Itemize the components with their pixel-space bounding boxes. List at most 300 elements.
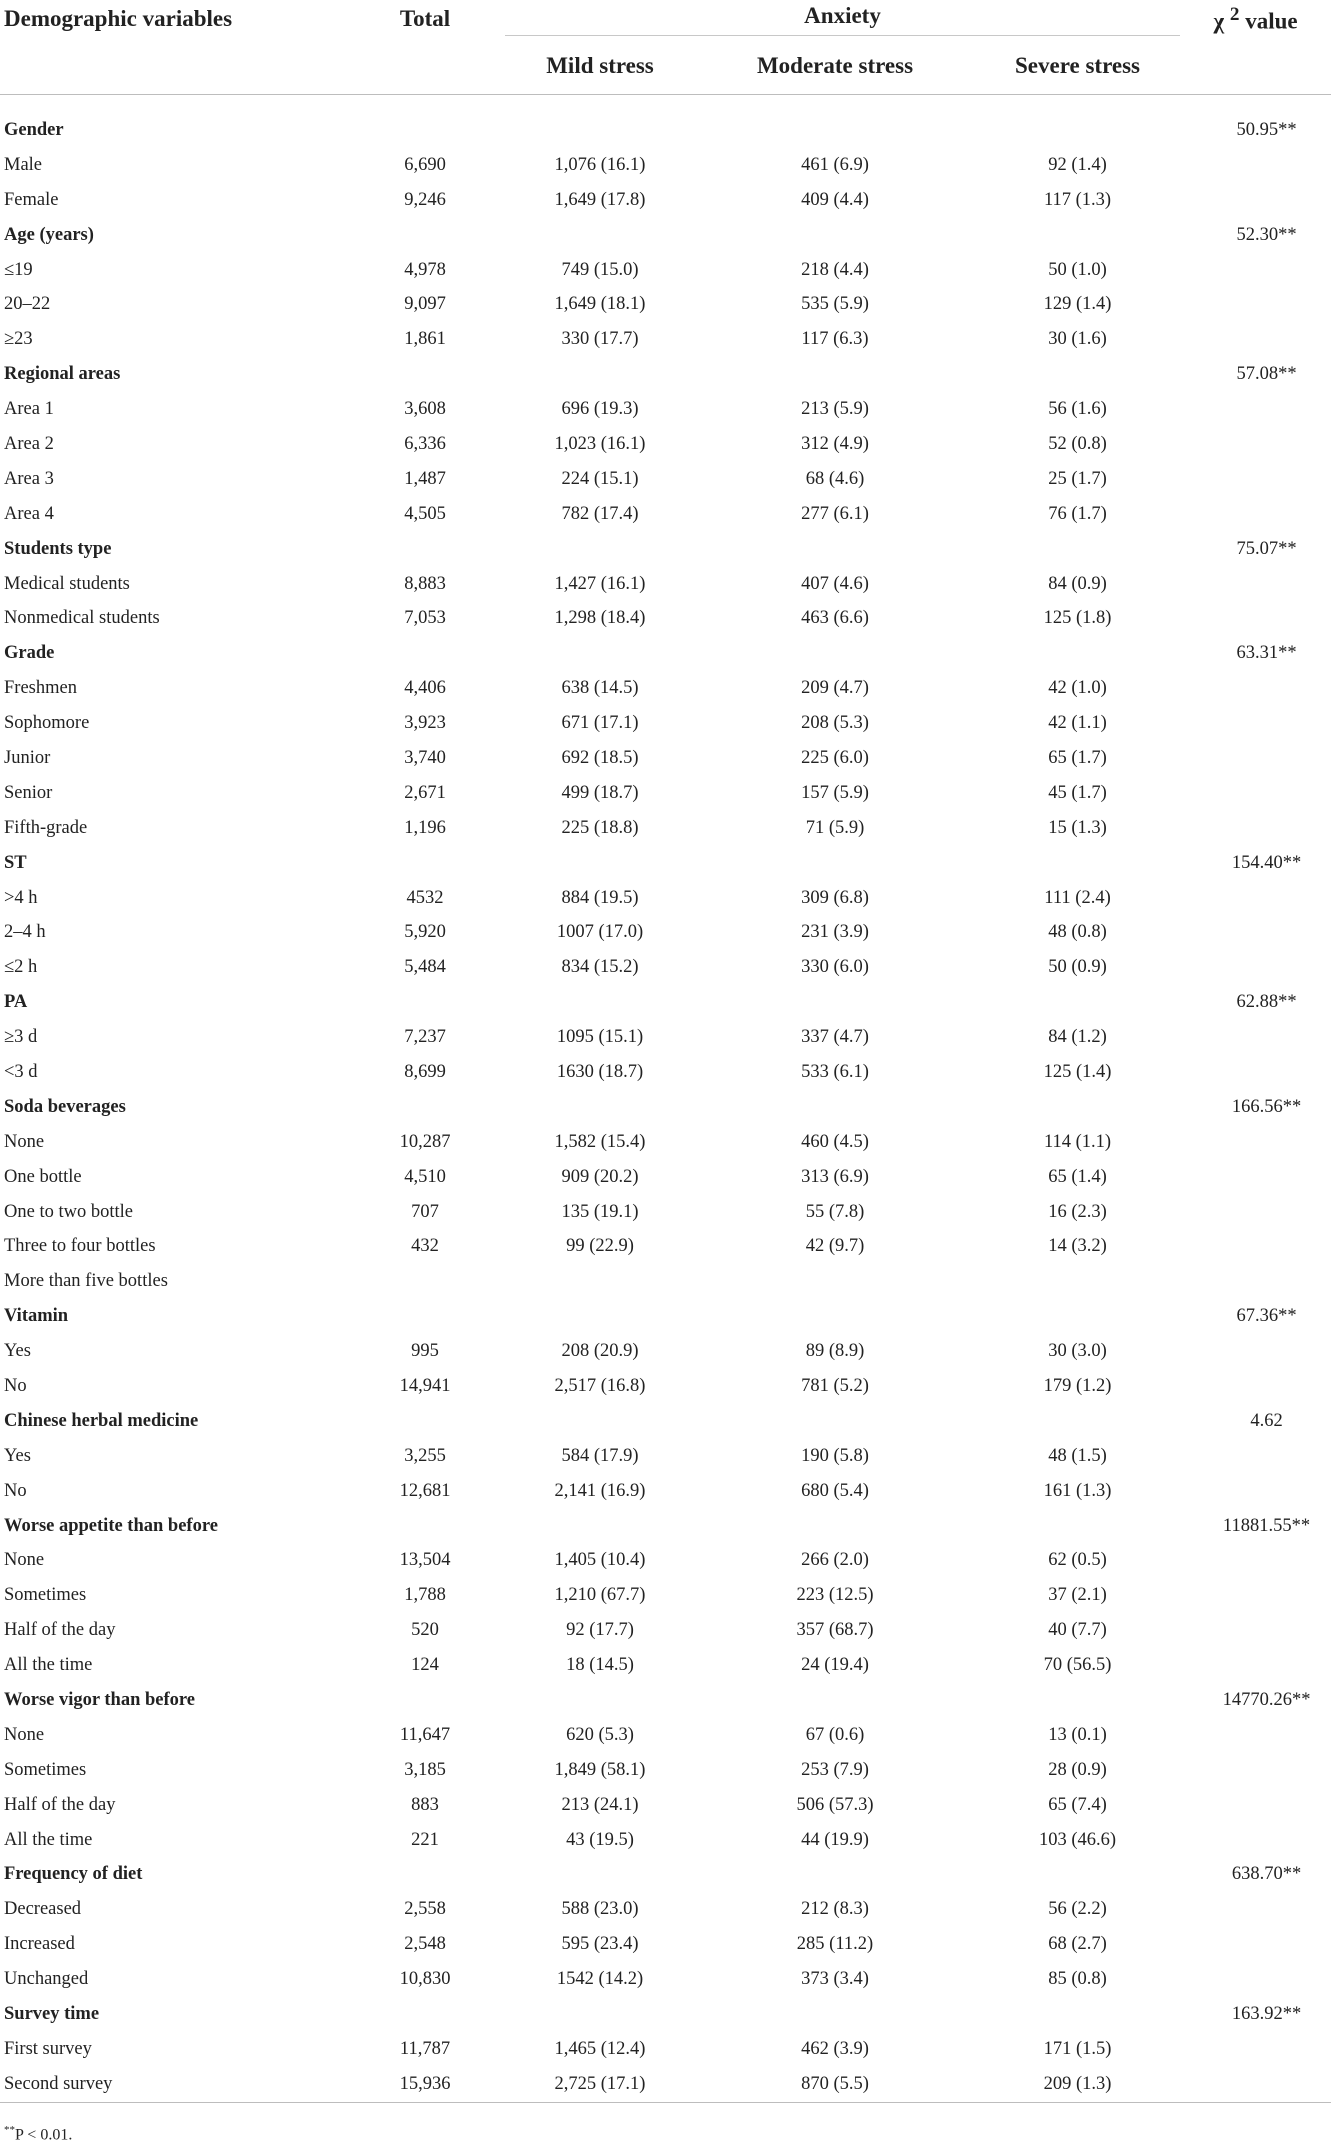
mild-cell: 1,210 (67.7) [554,1585,646,1606]
severe-cell: 117 (1.3) [1043,189,1112,210]
severe-cell: 56 (1.6) [1048,399,1107,420]
chi-value: 638.70** [1231,1864,1302,1885]
moderate-cell: 407 (4.6) [801,573,869,594]
moderate-cell: 277 (6.1) [801,503,869,524]
severe-cell: 179 (1.2) [1043,1376,1112,1396]
moderate-cell: 409 (4.4) [801,189,869,210]
table-row [0,183,1331,218]
moderate-cell: 313 (6.9) [801,1166,869,1187]
group-row [0,218,1331,253]
table-body [0,95,1331,2103]
moderate-cell: 67 (0.6) [805,1724,865,1745]
moderate-cell: 462 (3.9) [801,2038,869,2059]
moderate-cell: 55 (7.8) [805,1201,865,1222]
header-total: Total [399,6,451,31]
severe-cell: 65 (7.4) [1048,1794,1107,1815]
row-label: Yes [4,1341,31,1362]
table-row [0,1927,1331,1962]
row-label: One bottle [4,1166,82,1187]
mild-cell: 1,465 (12.4) [554,2038,646,2059]
mild-cell: 1542 (14.2) [556,1969,644,1990]
mild-cell: 595 (23.4) [561,1934,639,1955]
moderate-cell: 218 (4.4) [801,259,869,280]
header-severe: Severe stress [975,38,1180,95]
severe-cell [975,218,1180,253]
moderate-cell: 42 (9.7) [805,1236,865,1257]
chi-value [1180,392,1331,427]
mild-cell: 43 (19.5) [566,1829,634,1850]
table-row [0,811,1331,846]
moderate-cell: 506 (57.3) [796,1794,874,1815]
total-cell [345,985,505,1020]
chi-value [1180,1125,1331,1160]
mild-cell [505,1299,695,1334]
mild-cell: 1,405 (10.4) [554,1550,646,1571]
row-label: Unchanged [4,1969,89,1990]
mild-cell [505,113,695,148]
spacer-row [0,95,1331,114]
severe-cell [975,1997,1180,2032]
table-row [0,1648,1331,1683]
table-row [0,1160,1331,1195]
mild-cell [505,1997,695,2032]
severe-cell: 92 (1.4) [1048,154,1107,175]
mild-cell [505,1509,695,1544]
severe-cell: 65 (1.4) [1048,1166,1107,1187]
group-row [0,1090,1331,1125]
row-label: Medical students [4,573,130,594]
table-row [0,1369,1331,1404]
row-label: More than five bottles [4,1271,168,1292]
table-row [0,1334,1331,1369]
row-label: Area 2 [4,433,54,454]
table-row [0,148,1331,183]
moderate-cell: 71 (5.9) [805,817,865,838]
table-row [0,706,1331,741]
total-cell: 6,690 [404,154,446,175]
severe-cell: 68 (2.7) [1048,1934,1107,1955]
moderate-cell: 533 (6.1) [801,1061,869,1082]
severe-cell: 85 (0.8) [1048,1969,1107,1990]
total-cell: 7,053 [404,608,446,629]
severe-cell: 84 (0.9) [1048,573,1107,594]
chi-value [1180,741,1331,776]
table-row [0,1474,1331,1509]
moderate-cell: 225 (6.0) [801,747,869,768]
total-cell: 1,788 [404,1585,446,1606]
mild-cell: 330 (17.7) [561,329,639,350]
chi-value [1180,671,1331,706]
chi-value [1180,601,1331,636]
header-mild: Mild stress [505,38,695,95]
moderate-cell [695,1509,975,1544]
row-label: Nonmedical students [4,608,160,629]
table-row [0,253,1331,288]
row-label: Decreased [4,1899,82,1920]
severe-cell: 114 (1.1) [1043,1131,1112,1152]
table-row [0,567,1331,602]
mild-cell: 884 (19.5) [561,887,639,908]
row-label: Junior [4,747,51,768]
severe-cell: 48 (0.8) [1048,922,1107,943]
group-row [0,1683,1331,1718]
mild-cell [505,985,695,1020]
table-row [0,1578,1331,1613]
group-row [0,636,1331,671]
total-cell: 520 [411,1620,439,1641]
severe-cell: 15 (1.3) [1048,817,1107,838]
severe-cell: 30 (3.0) [1048,1341,1107,1362]
table-row [0,1055,1331,1090]
mild-cell: 135 (19.1) [561,1201,639,1222]
severe-cell [975,1299,1180,1334]
header-anxiety [505,0,1180,38]
row-label: >4 h [4,887,38,908]
total-cell: 5,484 [404,957,446,978]
chi-value [1180,497,1331,532]
moderate-cell: 212 (8.3) [801,1899,869,1920]
chi-value [1180,1369,1331,1404]
moderate-cell: 309 (6.8) [801,887,869,908]
header-blank [1180,38,1331,95]
moderate-cell: 461 (6.9) [801,154,869,175]
table-row [0,881,1331,916]
total-cell: 883 [411,1794,439,1815]
header-variable: Demographic variables [4,6,233,31]
severe-cell: 76 (1.7) [1048,503,1107,524]
moderate-cell: 208 (5.3) [801,713,869,734]
chi-value [1180,1195,1331,1230]
mild-cell [505,1264,695,1299]
row-label: Senior [4,782,53,803]
severe-cell: 62 (0.5) [1048,1550,1107,1571]
group-row [0,113,1331,148]
severe-cell [975,1090,1180,1125]
mild-cell: 2,141 (16.9) [554,1480,646,1501]
table-row [0,1195,1331,1230]
row-label: ≥3 d [4,1027,38,1048]
chi-value [1180,811,1331,846]
group-row [0,1509,1331,1544]
mild-cell: 588 (23.0) [561,1899,639,1920]
row-label: Sometimes [4,1585,87,1606]
chi-value [1180,183,1331,218]
total-cell: 4,510 [404,1166,446,1187]
group-row [0,846,1331,881]
mild-cell: 1,427 (16.1) [554,573,646,594]
total-cell: 9,246 [404,189,446,210]
row-label: Soda beverages [4,1096,126,1117]
header-moderate: Moderate stress [695,38,975,95]
chi-value: 63.31** [1236,643,1297,664]
mild-cell: 92 (17.7) [566,1620,634,1641]
table-row [0,741,1331,776]
mild-cell [505,1090,695,1125]
moderate-cell [695,1997,975,2032]
total-cell [345,532,505,567]
chi-value [1180,1160,1331,1195]
severe-cell: 65 (1.7) [1048,747,1107,768]
moderate-cell: 266 (2.0) [801,1550,869,1571]
moderate-cell: 223 (12.5) [796,1585,874,1606]
severe-cell: 70 (56.5) [1043,1655,1112,1676]
mild-cell: 671 (17.1) [561,713,639,734]
total-cell [345,1404,505,1439]
chi-value [1180,567,1331,602]
group-row [0,1858,1331,1893]
severe-cell: 16 (2.3) [1048,1201,1107,1222]
chi-value [1180,776,1331,811]
moderate-cell [695,113,975,148]
total-cell: 124 [411,1655,439,1676]
total-cell: 4,505 [404,503,446,524]
severe-cell [975,1404,1180,1439]
total-cell: 4,978 [404,259,446,280]
mild-cell: 2,725 (17.1) [505,2067,695,2102]
table-row [0,1892,1331,1927]
row-label: All the time [4,1829,93,1850]
chi-value [1180,2032,1331,2067]
table-row [0,392,1331,427]
severe-cell [975,532,1180,567]
total-cell [345,1299,505,1334]
moderate-cell: 463 (6.6) [801,608,869,629]
row-label: Sophomore [4,713,90,734]
row-label: Survey time [4,2004,100,2025]
total-cell: 1,487 [404,468,446,489]
total-cell: 6,336 [404,433,446,454]
mild-cell: 213 (24.1) [561,1794,639,1815]
total-cell [345,1090,505,1125]
severe-cell: 171 (1.5) [1043,2038,1112,2059]
chi-value: 75.07** [1236,538,1297,559]
chi-value: 11881.55** [1222,1515,1311,1536]
table-row [0,1439,1331,1474]
total-cell: 707 [411,1201,439,1222]
group-row [0,532,1331,567]
total-cell: 3,608 [404,399,446,420]
mild-cell: 2,517 (16.8) [554,1376,646,1396]
chi-value [1180,1648,1331,1683]
severe-cell: 14 (3.2) [1048,1236,1107,1257]
moderate-cell: 157 (5.9) [801,782,869,803]
table-row [0,1020,1331,1055]
row-label: Chinese herbal medicine [4,1410,199,1431]
mild-cell: 638 (14.5) [561,678,639,699]
moderate-cell: 330 (6.0) [801,957,869,978]
moderate-cell [695,218,975,253]
severe-cell [975,357,1180,392]
moderate-cell: 460 (4.5) [801,1131,869,1152]
moderate-cell: 285 (11.2) [796,1934,874,1955]
chi-power: 2 [1229,3,1240,25]
table-row [0,1753,1331,1788]
chi-value: 166.56** [1231,1096,1302,1117]
severe-cell [975,113,1180,148]
row-label: Vitamin [4,1306,69,1327]
mild-cell: 584 (17.9) [561,1445,639,1466]
moderate-cell [695,1404,975,1439]
row-label: Three to four bottles [4,1236,156,1257]
table-row [0,950,1331,985]
footnote [4,2124,72,2144]
row-label: No [4,1376,27,1396]
total-cell: 2,671 [404,782,446,803]
row-label: First survey [4,2038,92,2059]
total-cell [345,1509,505,1544]
chi-value [1180,1892,1331,1927]
chi-value [1180,1474,1331,1509]
severe-cell: 103 (46.6) [1038,1829,1117,1850]
severe-cell: 48 (1.5) [1048,1445,1107,1466]
chi-symbol: χ [1213,8,1225,34]
mild-cell: 208 (20.9) [561,1341,639,1362]
mild-cell: 696 (19.3) [561,399,639,420]
table-row [0,287,1331,322]
chi-value [1180,1264,1331,1299]
row-label: Worse vigor than before [4,1690,195,1711]
chi-value [1180,950,1331,985]
row-label: None [4,1550,45,1571]
group-row [0,357,1331,392]
row-label: Half of the day [4,1794,116,1815]
moderate-cell [695,1858,975,1893]
chi-value [1180,322,1331,357]
moderate-cell: 781 (5.2) [801,1376,869,1396]
severe-cell: 45 (1.7) [1048,782,1107,803]
row-label: Yes [4,1445,31,1466]
mild-cell: 620 (5.3) [566,1724,634,1745]
moderate-cell: 253 (7.9) [801,1759,869,1780]
footnote-text: P < 0.01. [15,2126,73,2144]
row-label: Students type [4,538,112,559]
moderate-cell [695,846,975,881]
row-label: PA [4,992,28,1013]
severe-cell: 111 (2.4) [1044,887,1111,908]
chi-value [1180,1613,1331,1648]
severe-cell: 84 (1.2) [1048,1027,1107,1048]
chi-value [1180,1020,1331,1055]
row-label: Worse appetite than before [4,1515,218,1536]
moderate-cell [695,985,975,1020]
chi-value: 67.36** [1236,1306,1297,1327]
mild-cell: 909 (20.2) [561,1166,639,1187]
total-cell [345,1997,505,2032]
total-cell: 5,920 [404,922,446,943]
row-label: Grade [4,643,55,664]
chi-value [1180,1823,1331,1858]
moderate-cell: 680 (5.4) [801,1480,869,1501]
moderate-cell: 44 (19.9) [801,1829,869,1850]
severe-cell [975,1264,1180,1299]
table-row [0,915,1331,950]
moderate-cell: 373 (3.4) [801,1969,869,1990]
group-row [0,1299,1331,1334]
total-cell [345,1264,505,1299]
chi-value [1180,462,1331,497]
row-label: Sometimes [4,1759,87,1780]
mild-cell: 834 (15.2) [561,957,639,978]
table-row [0,1230,1331,1265]
mild-cell: 1,649 (17.8) [554,189,646,210]
row-label: Increased [4,1934,75,1955]
chi-value [1180,1753,1331,1788]
moderate-cell: 24 (19.4) [801,1655,869,1676]
severe-cell [975,1683,1180,1718]
total-cell: 8,883 [404,573,446,594]
total-cell: 3,740 [404,747,446,768]
group-row [0,985,1331,1020]
severe-cell: 52 (0.8) [1048,433,1107,454]
mild-cell: 18 (14.5) [566,1655,634,1676]
header-blank [345,38,505,95]
moderate-cell: 190 (5.8) [801,1445,869,1466]
table-row [0,1788,1331,1823]
total-cell: 995 [411,1341,439,1362]
severe-cell [975,985,1180,1020]
mild-cell: 1095 (15.1) [556,1027,644,1048]
row-label: Area 3 [4,468,54,489]
total-cell: 221 [411,1829,439,1850]
mild-cell [505,1683,695,1718]
total-cell [345,636,505,671]
chi-value: 154.40** [1231,852,1302,873]
table-row [0,2067,1331,2102]
total-cell [345,1858,505,1893]
total-cell: 12,681 [399,1480,451,1501]
total-cell [345,357,505,392]
severe-cell: 161 (1.3) [1043,1480,1112,1501]
row-label: ≥23 [4,329,33,350]
severe-cell: 42 (1.0) [1048,678,1107,699]
chi-value [1180,1927,1331,1962]
chi-value [1180,1230,1331,1265]
severe-cell: 13 (0.1) [1048,1724,1107,1745]
table-row [0,601,1331,636]
total-cell: 1,196 [404,817,446,838]
severe-cell [975,1509,1180,1544]
row-label: No [4,1480,27,1501]
severe-cell: 50 (0.9) [1048,957,1107,978]
total-cell: 7,237 [404,1027,446,1048]
row-label: None [4,1131,45,1152]
mild-cell: 224 (15.1) [561,468,639,489]
mild-cell: 1007 (17.0) [556,922,644,943]
chi-value: 50.95** [1236,119,1297,140]
total-cell: 3,185 [404,1759,446,1780]
chi-value [1180,915,1331,950]
row-label: Second survey [0,2067,345,2102]
total-cell [345,113,505,148]
mild-cell: 225 (18.8) [561,817,639,838]
row-label: None [4,1724,45,1745]
row-label: Area 4 [4,503,54,524]
moderate-cell [695,1264,975,1299]
mild-cell [505,636,695,671]
mild-cell: 499 (18.7) [561,782,639,803]
mild-cell: 692 (18.5) [561,747,639,768]
mild-cell [505,846,695,881]
mild-cell: 1,582 (15.4) [554,1131,646,1152]
chi-value [1180,1578,1331,1613]
table-row [0,1264,1331,1299]
mild-cell: 749 (15.0) [561,259,639,280]
severe-cell: 209 (1.3) [975,2067,1180,2102]
row-label: All the time [4,1655,93,1676]
row-label: Frequency of diet [4,1864,143,1885]
chi-value [1180,1544,1331,1579]
mild-cell: 99 (22.9) [566,1236,634,1257]
